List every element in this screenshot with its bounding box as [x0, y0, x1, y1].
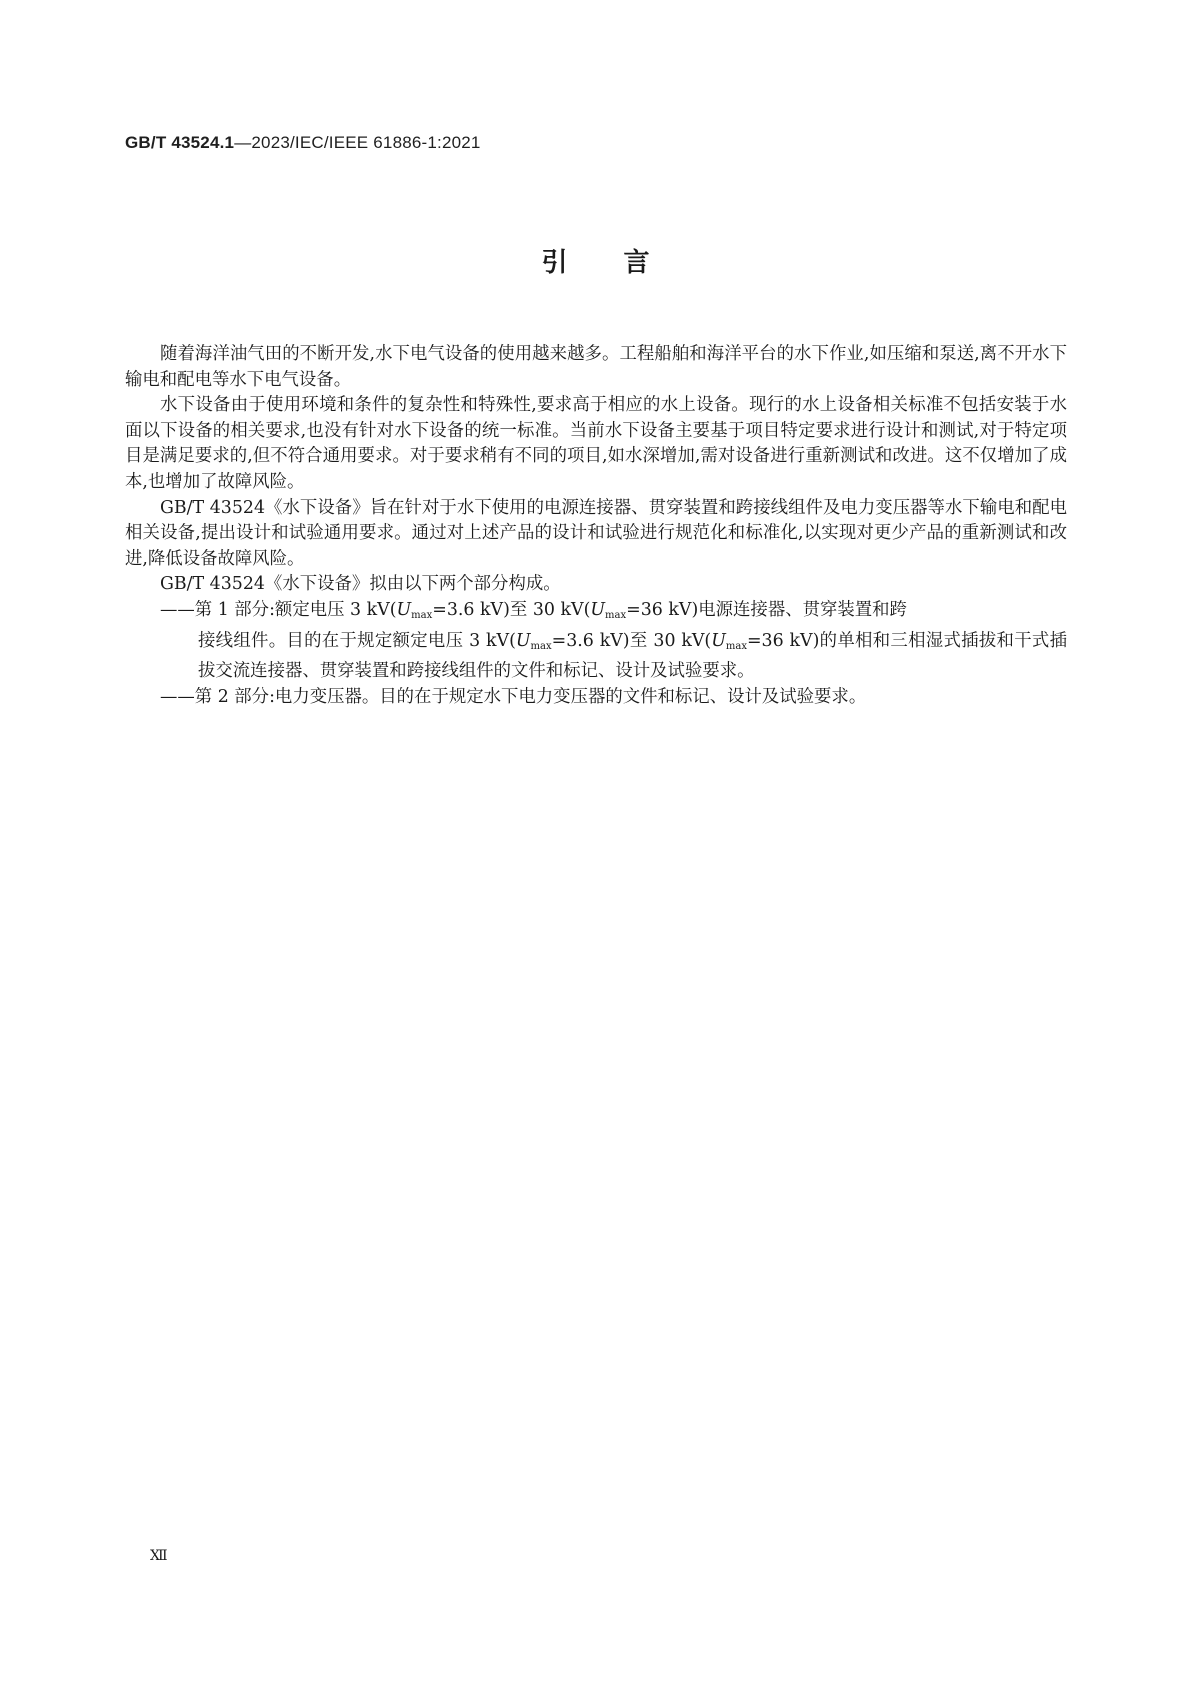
list-item-part-1-continuation: 接线组件。目的在于规定额定电压 3 $kV(U_{max}=3.6$ kV)至 30 $kV(U_{max}=36$ kV)的单相和三相湿式插拔和干式插拔交流连接器、贯穿装置和跨接线组件的文件和标记、设计及试验要求。: [198, 630, 1067, 682]
paragraph-4: GB/T 43524《水下设备》拟由以下两个部分构成。: [160, 574, 561, 595]
paragraph-1: 随着海洋油气田的不断开发,水下电气设备的使用越来越多。工程船舶和海洋平台的水下作业,如压缩和泵送,离不开水下输电和配电等水下电气设备。: [125, 344, 1067, 390]
standard-number: GB/T 43524.1: [125, 133, 235, 152]
paragraph-3: GB/T 43524《水下设备》旨在针对于水下使用的电源连接器、贯穿装置和跨接线组件及电力变压器等水下输电和配电相关设备,提出设计和试验通用要求。通过对上述产品的设计和试验进行规范化和标准化,以实现对更少产品的重新测试和改进,降低设备故障风险。: [125, 497, 1067, 569]
list-item-part-1: ——第 1 部分:额定电压 3 $kV(U_{max}=3.6$ kV)至 30 $kV(U_{max}=36$ kV)电源连接器、贯穿装置和跨 接线组件。目的在于规定额定电压 3 $kV(U_{max}=3.6$ kV)至 30 $kV(U_{max}=36$ kV)的单相和三相湿式插拔和干式插拔交流连接器、贯穿装置和跨接线组件的文件和标记、设计及试验要求。: [125, 598, 1067, 685]
standard-number-suffix: —2023/IEC/IEEE 61886-1:2021: [234, 133, 481, 152]
paragraph-2: 水下设备由于使用环境和条件的复杂性和特殊性,要求高于相应的水上设备。现行的水上设备相关标准不包括安装于水面以下设备的相关要求,也没有针对水下设备的统一标准。当前水下设备主要基于项目特定要求进行设计和测试,对于特定项目是满足要求的,但不符合通用要求。对于要求稍有不同的项目,如水深增加,需对设备进行重新测试和改进。这不仅增加了成本,也增加了故障风险。: [125, 395, 1067, 492]
document-header: [125, 133, 481, 153]
list-item-part-2: ——第 2 部分:电力变压器。目的在于规定水下电力变压器的文件和标记、设计及试验要求。: [160, 686, 867, 707]
page-number: Ⅻ: [150, 1548, 168, 1564]
document-body: [125, 342, 1067, 710]
page-title: 引言: [541, 248, 706, 278]
